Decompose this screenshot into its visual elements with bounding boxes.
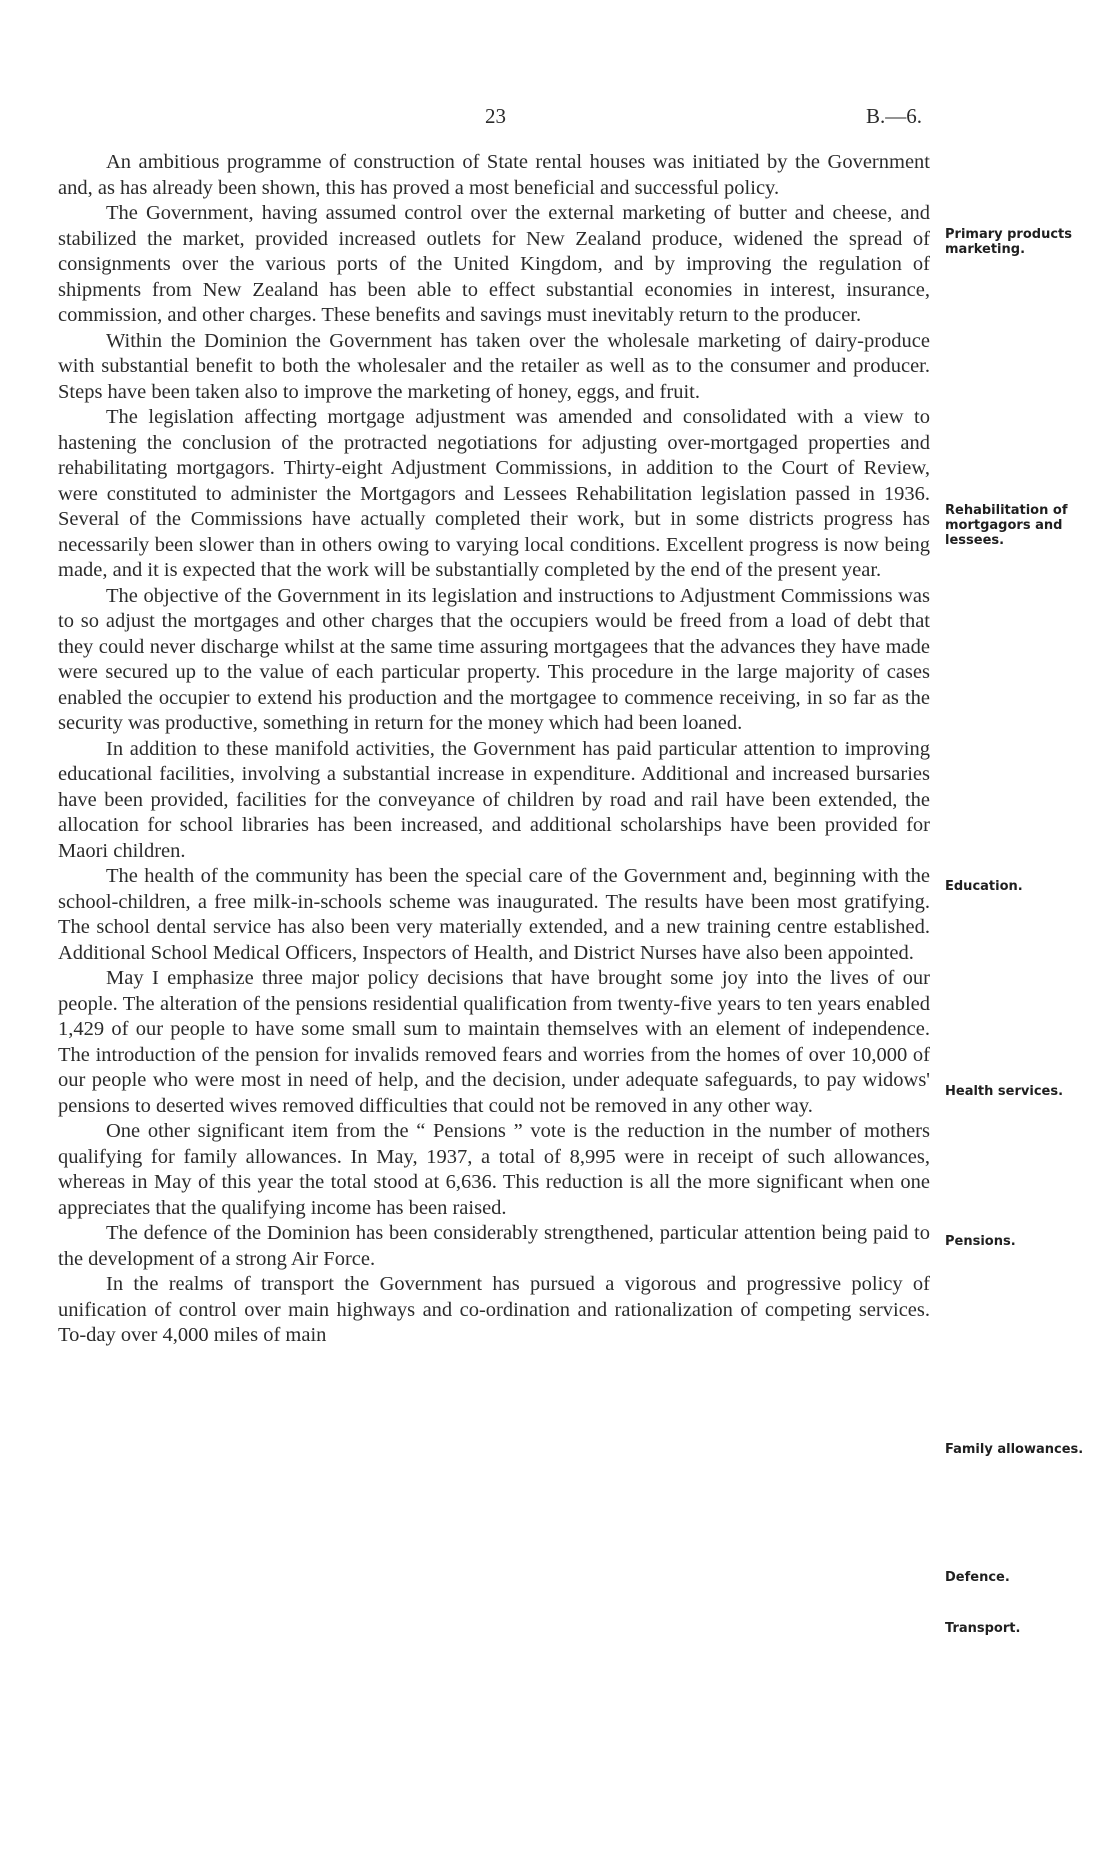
paragraph-education: In addition to these manifold activities, the Government has paid particular attention to improving educational facilities, involving a substantial increase in expenditure. Additional and increased bursaries have been provided, facilities for the conveyance of children by road and rail have been extended, the allocation for school libraries has been increased, and additional scholarships have been provided for Maori children.	[58, 737, 930, 862]
paragraph-marketing: The Government, having assumed control over the external marketing of butter and cheese, and stabilized the market, provided increased outlets for New Zealand produce, widened the spread of consignments over the various ports of the United Kingdom, and by improving the regulation of shipments from New Zealand has been able to effect substantial economies in interest, insurance, commission, and other charges. These benefits and savings must inevitably return to the producer.	[58, 202, 930, 326]
paragraph-family-allowances: One other significant item from the “ Pensions ” vote is the reduction in the number of mothers qualifying for family allowances. In May, 1937, a total of 8,995 were in receipt of such allowances, whereas in May of this year the total stood at 6,636. This reduction is all the more significant when one appreciates that the qualifying income has been raised.	[58, 1120, 930, 1219]
document-reference: B.—6.	[866, 104, 923, 128]
paragraph-defence: The defence of the Dominion has been considerably strengthened, particular attention being paid to the development of a strong Air Force.	[58, 1222, 930, 1270]
page-number: 23	[485, 104, 506, 128]
paragraph-dairy: Within the Dominion the Government has taken over the wholesale marketing of dairy-produce with substantial benefit to both the wholesaler and the retailer as well as to the consumer and producer. Steps have been taken also to improve the marketing of honey, eggs, and fruit.	[58, 329, 930, 403]
paragraph-transport: In the realms of transport the Government has pursued a vigorous and progressive policy of unification of control over main highways and co-ordination and rationalization of competing services. To-day over 4,000 miles of main	[58, 1273, 930, 1346]
sidenote-rehabilitation: Rehabilitation of mortgagors and lessees.	[945, 503, 1068, 548]
paragraph-health: The health of the community has been the special care of the Government and, beginning with the school-children, a free milk-in-schools scheme was inaugurated. The results have been most gratifying. The school dental service has also been very materially extended, and a new training centre established. Additional School Medical Officers, Inspectors of Health, and District Nurses have also been appointed.	[58, 865, 930, 964]
sidenote-transport: Transport.	[945, 1621, 1021, 1636]
sidenote-family-allowances: Family allowances.	[945, 1442, 1084, 1457]
paragraph-housing: An ambitious programme of construction of State rental houses was initiated by the Government and, as has already been shown, this has proved a most beneficial and successful policy.	[58, 151, 930, 199]
sidenote-health: Health services.	[945, 1084, 1064, 1099]
paragraph-mortgage: The legislation affecting mortgage adjustment was amended and consolidated with a view to hastening the conclusion of the protracted negotiations for adjusting over-mortgaged properties and rehabilitating mortgagors. Thirty-eight Adjustment Commissions, in addition to the Court of Review, were constituted to administer the Mortgagors and Lessees Rehabilitation legislation passed in 1936. Several of the Commissions have actually completed their work, but in some districts progress has necessarily been slower than in others owing to varying local conditions. Excellent progress is now being made, and it is expected that the work will be substantially completed by the end of the present year.	[58, 406, 930, 581]
paragraph-pensions: May I emphasize three major policy decisions that have brought some joy into the lives of our people. The alteration of the pensions residential qualification from twenty-five years to ten years enabled 1,429 of our people to have some small sum to maintain themselves with an element of independence. The introduction of the pension for invalids removed fears and worries from the homes of over 10,000 of our people who were most in need of help, and the decision, under adequate safeguards, to pay widows' pensions to deserted wives removed difficulties that could not be removed in any other way.	[58, 967, 930, 1117]
sidenote-primary-products: Primary products marketing.	[945, 227, 1072, 257]
sidenote-pensions: Pensions.	[945, 1234, 1016, 1249]
sidenote-defence: Defence.	[945, 1570, 1010, 1585]
sidenote-education: Education.	[945, 879, 1023, 894]
body-text	[58, 150, 930, 1349]
paragraph-adjustment: The objective of the Government in its legislation and instructions to Adjustment Commissions was to so adjust the mortgages and other charges that the occupiers would be freed from a load of debt that they could never discharge whilst at the same time assuring mortgagees that the advances they have made were secured up to the value of each particular property. This procedure in the large majority of cases enabled the occupier to extend his production and the mortgagee to commence receiving, in so far as the security was productive, something in return for the money which had been loaned.	[58, 584, 930, 734]
